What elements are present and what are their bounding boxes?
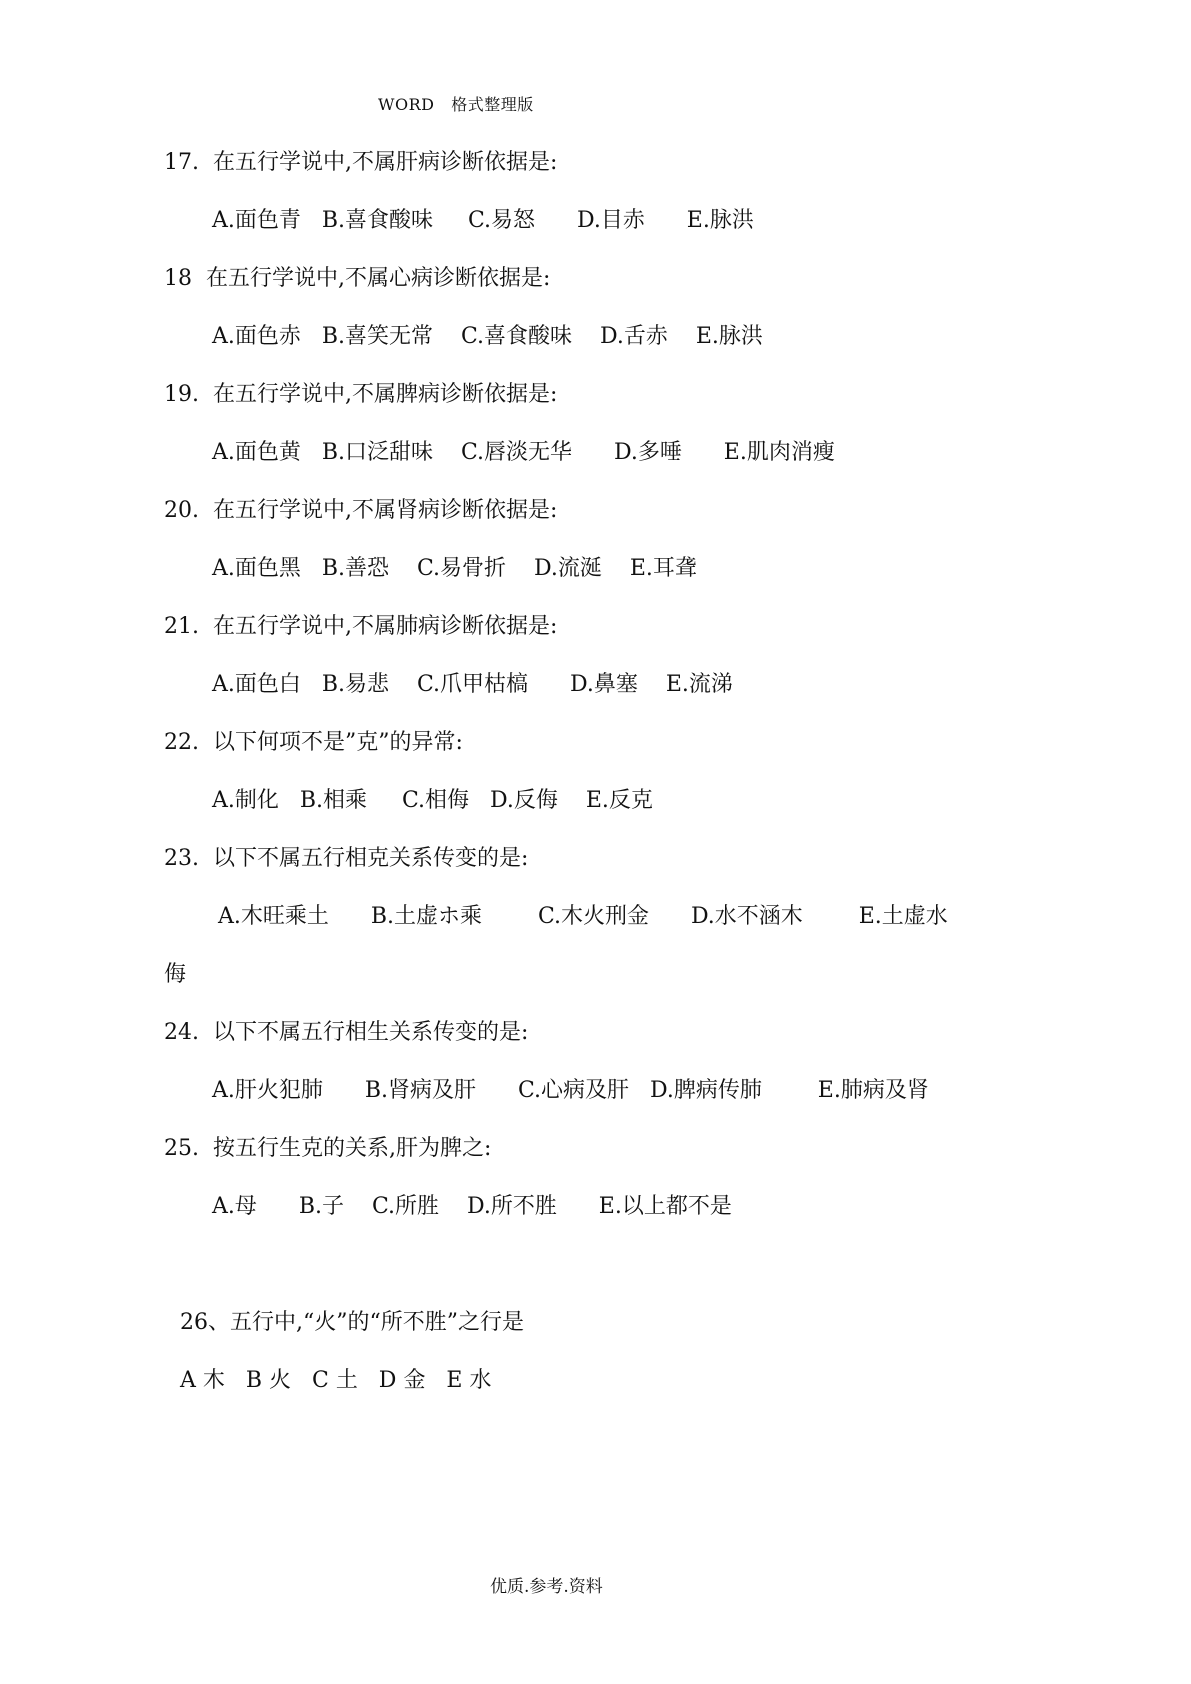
question-24-options: A.肝火犯肺 B.肾病及肝 C.心病及肝 D.脾病传肺 E.肺病及肾 <box>212 1078 929 1103</box>
question-19-options: A.面色黄 B.口泛甜味 C.唇淡无华 D.多唾 E.肌肉消瘦 <box>212 440 835 465</box>
question-17-options: A.面色青 B.喜食酸味 C.易怒 D.目赤 E.脉洪 <box>212 208 754 233</box>
question-23-options-wrap: 侮 <box>164 962 187 987</box>
question-20: 20. 在五行学说中,不属肾病诊断依据是: <box>164 498 558 523</box>
question-18-options: A.面色赤 B.喜笑无常 C.喜食酸味 D.舌赤 E.脉洪 <box>212 324 763 349</box>
page-footer: 优质.参考.资料 <box>490 1577 603 1597</box>
question-26-options: A 木 B 火 C 土 D 金 E 水 <box>180 1368 492 1393</box>
question-20-options: A.面色黑 B.善恐 C.易骨折 D.流涎 E.耳聋 <box>212 556 697 581</box>
question-23-options: A.木旺乘土 B.土虚ホ乘 C.木火刑金 D.水不涵木 E.土虚水 <box>218 904 948 929</box>
question-21: 21. 在五行学说中,不属肺病诊断依据是: <box>164 614 558 639</box>
question-25: 25. 按五行生克的关系,肝为脾之: <box>164 1136 492 1161</box>
question-21-options: A.面色白 B.易悲 C.爪甲枯槁 D.鼻塞 E.流涕 <box>212 672 733 697</box>
question-17: 17. 在五行学说中,不属肝病诊断依据是: <box>164 150 558 175</box>
question-22: 22. 以下何项不是”克”的异常: <box>164 730 463 755</box>
question-25-options: A.母 B.子 C.所胜 D.所不胜 E.以上都不是 <box>212 1194 732 1219</box>
question-23: 23. 以下不属五行相克关系传变的是: <box>164 846 529 871</box>
question-19: 19. 在五行学说中,不属脾病诊断依据是: <box>164 382 558 407</box>
question-22-options: A.制化 B.相乘 C.相侮 D.反侮 E.反克 <box>212 788 653 813</box>
question-24: 24. 以下不属五行相生关系传变的是: <box>164 1020 529 1045</box>
question-18: 18 在五行学说中,不属心病诊断依据是: <box>164 266 551 291</box>
page-header: WORD 格式整理版 <box>378 95 534 114</box>
question-26: 26、五行中,“火”的“所不胜”之行是 <box>180 1310 524 1335</box>
